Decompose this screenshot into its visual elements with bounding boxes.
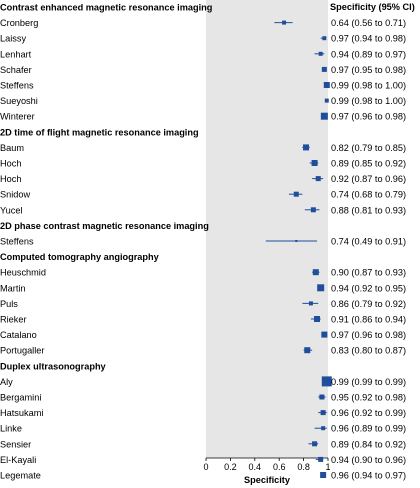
ci-text: 0.89 (0.85 to 0.92): [331, 158, 407, 169]
ci-text: 0.92 (0.87 to 0.96): [331, 174, 407, 185]
study-name: Sensier: [0, 439, 32, 450]
study-name: Yucel: [0, 205, 23, 216]
estimate-marker: [325, 99, 329, 103]
ci-text: 0.89 (0.84 to 0.92): [331, 439, 407, 450]
x-tick-label: 0.2: [224, 462, 237, 472]
group-title: 2D time of flight magnetic resonance imaging: [0, 127, 199, 138]
study-name: Martin: [0, 283, 26, 294]
estimate-marker: [322, 36, 326, 40]
estimate-marker: [313, 269, 319, 275]
ci-text: 0.95 (0.92 to 0.98): [331, 392, 407, 403]
estimate-marker: [312, 441, 317, 446]
ci-text: 0.86 (0.79 to 0.92): [331, 298, 407, 309]
estimate-marker: [321, 113, 328, 120]
study-name: Catalano: [0, 330, 37, 341]
study-name: Linke: [0, 423, 22, 434]
estimate-marker: [324, 82, 330, 88]
ci-text: 0.74 (0.68 to 0.79): [331, 189, 407, 200]
estimate-marker: [304, 347, 310, 353]
study-name: Hoch: [0, 174, 22, 185]
ci-text: 0.97 (0.96 to 0.98): [331, 111, 407, 122]
estimate-marker: [282, 21, 286, 25]
x-axis: [203, 458, 330, 472]
x-axis-label: Specificity: [244, 475, 290, 485]
estimate-marker: [322, 67, 327, 72]
group-title: 2D phase contrast magnetic resonance imaging: [0, 220, 209, 231]
study-name: Snidow: [0, 189, 31, 200]
ci-text: 0.64 (0.56 to 0.71): [331, 18, 407, 29]
study-name: El-Kayali: [0, 454, 37, 465]
study-name: Sueyoshi: [0, 96, 38, 107]
estimate-marker: [294, 192, 299, 197]
study-name: Bergamini: [0, 392, 42, 403]
ci-text: 0.94 (0.90 to 0.96): [331, 454, 407, 465]
ci-text: 0.74 (0.49 to 0.91): [331, 236, 407, 247]
estimate-marker: [314, 316, 320, 322]
study-name: Aly: [0, 376, 13, 387]
estimate-marker: [320, 472, 326, 478]
study-name: Hatsukami: [0, 408, 44, 419]
study-name: Cronberg: [0, 18, 39, 29]
group-title: Duplex ultrasonography: [0, 361, 106, 372]
column-header: Specificity (95% CI): [330, 2, 415, 12]
estimate-marker: [321, 410, 326, 415]
ci-text: 0.97 (0.94 to 0.98): [331, 33, 407, 44]
estimate-marker: [318, 457, 323, 462]
estimate-marker: [312, 160, 318, 166]
study-name: Steffens: [0, 80, 34, 91]
ci-text: 0.96 (0.92 to 0.99): [331, 408, 407, 419]
estimate-marker: [319, 52, 323, 56]
ci-text: 0.96 (0.94 to 0.97): [331, 470, 407, 481]
ci-text: 0.90 (0.87 to 0.93): [331, 267, 407, 278]
study-name: Schafer: [0, 64, 32, 75]
ci-text: 0.94 (0.89 to 0.97): [331, 49, 407, 60]
study-name: Heuschmid: [0, 267, 46, 278]
study-name: Laissy: [0, 33, 27, 44]
x-tick-label: 0.6: [272, 462, 286, 472]
ci-text: 0.83 (0.80 to 0.87): [331, 345, 407, 356]
study-name: Winterer: [0, 111, 35, 122]
ci-text: 0.94 (0.92 to 0.95): [331, 283, 407, 294]
study-name: Legemate: [0, 470, 41, 481]
ci-text: 0.82 (0.79 to 0.85): [331, 142, 407, 153]
x-tick-label: 0: [203, 462, 209, 472]
estimate-marker: [316, 176, 321, 181]
plot-panel: [206, 0, 328, 458]
study-name: Lenhart: [0, 49, 32, 60]
x-tick-label: 0.4: [248, 462, 262, 472]
x-tick-label: 0.8: [297, 462, 310, 472]
ci-text: 0.88 (0.81 to 0.93): [331, 205, 407, 216]
study-name: Puls: [0, 298, 18, 309]
estimate-marker: [321, 426, 325, 430]
study-name: Steffens: [0, 236, 34, 247]
study-name: Hoch: [0, 158, 22, 169]
group-title: Computed tomography angiography: [0, 252, 159, 263]
estimate-marker: [303, 144, 309, 150]
ci-text: 0.99 (0.98 to 1.00): [331, 96, 407, 107]
ci-text: 0.97 (0.95 to 0.98): [331, 64, 407, 75]
study-name: Portugaller: [0, 345, 45, 356]
x-tick-label: 1: [325, 462, 331, 472]
estimate-marker: [321, 332, 327, 338]
estimate-marker: [295, 240, 297, 242]
study-name: Baum: [0, 142, 25, 153]
estimate-marker: [311, 207, 316, 212]
ci-text: 0.96 (0.89 to 0.99): [331, 423, 407, 434]
estimate-marker: [317, 284, 324, 291]
ci-text: 0.97 (0.96 to 0.98): [331, 330, 407, 341]
ci-text: 0.91 (0.86 to 0.94): [331, 314, 407, 325]
ci-text: 0.99 (0.98 to 1.00): [331, 80, 407, 91]
estimate-marker: [319, 395, 324, 400]
estimate-marker: [309, 301, 313, 305]
study-rows: [0, 3, 406, 481]
study-name: Rieker: [0, 314, 27, 325]
ci-text: 0.99 (0.99 to 0.99): [331, 376, 407, 387]
group-title: Contrast enhanced magnetic resonance imaging: [0, 2, 213, 13]
